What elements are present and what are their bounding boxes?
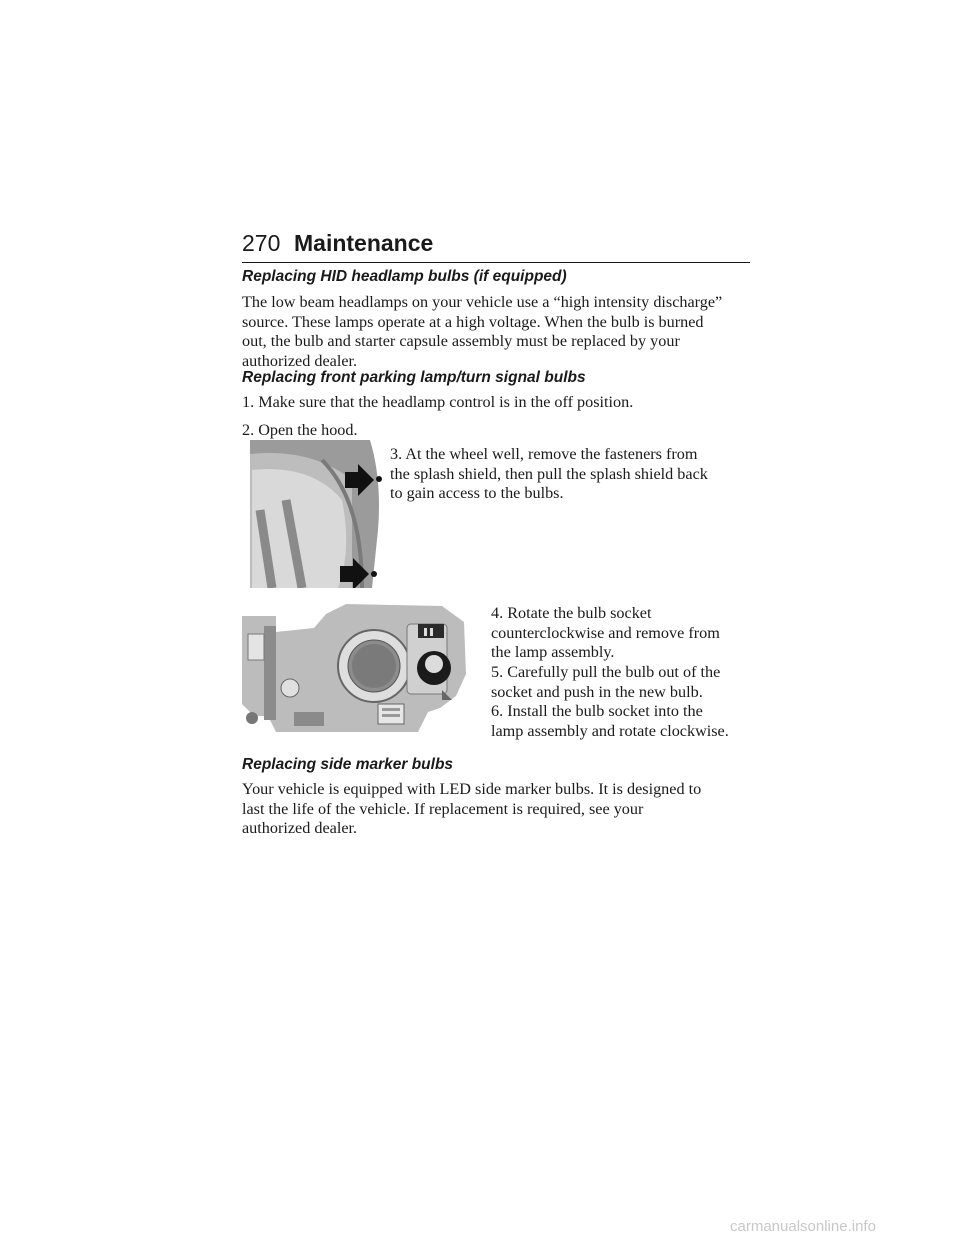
- text-line: socket and push in the new bulb.: [491, 682, 703, 701]
- text-line: last the life of the vehicle. If replacement is required, see your: [242, 799, 644, 818]
- paragraph-hid: [242, 293, 722, 371]
- text-line: the splash shield, then pull the splash shield back: [390, 464, 708, 483]
- text-line: lamp assembly and rotate clockwise.: [491, 721, 729, 740]
- heading-hid-headlamp: Replacing HID headlamp bulbs (if equipped): [242, 268, 567, 285]
- paragraph-side-marker: [242, 780, 701, 839]
- step-1: 1. Make sure that the headlamp control is in the off position.: [242, 393, 634, 411]
- step-4: [491, 604, 720, 663]
- step-6: [491, 702, 729, 741]
- text-line: The low beam headlamps on your vehicle use a “high intensity discharge”: [242, 293, 723, 311]
- text-line: authorized dealer.: [242, 351, 358, 370]
- watermark: carmanualsonline.info: [730, 1218, 876, 1235]
- text-line: source. These lamps operate at a high voltage. When the bulb is burned: [242, 312, 704, 331]
- text-line: 5. Carefully pull the bulb out of the: [491, 663, 721, 681]
- text-line: 3. At the wheel well, remove the fasteners from: [390, 445, 698, 463]
- heading-parking-lamp: Replacing front parking lamp/turn signal bulbs: [242, 369, 586, 386]
- text-line: authorized dealer.: [242, 819, 358, 837]
- page-number: 270: [242, 230, 281, 256]
- text-line: the lamp assembly.: [491, 643, 615, 661]
- text-line: out, the bulb and starter capsule assembly must be replaced by your: [242, 332, 680, 350]
- text-line: 4. Rotate the bulb socket: [491, 604, 652, 622]
- headlamp-assembly-figure: [242, 604, 468, 732]
- heading-side-marker: Replacing side marker bulbs: [242, 756, 454, 773]
- text-line: Your vehicle is equipped with LED side marker bulbs. It is designed to: [242, 780, 702, 798]
- text-line: to gain access to the bulbs.: [390, 484, 564, 502]
- step-5: [491, 663, 720, 702]
- text-line: counterclockwise and remove from: [491, 623, 720, 642]
- page-header: [242, 230, 750, 263]
- text-line: 6. Install the bulb socket into the: [491, 702, 703, 720]
- wheel-well-figure: [242, 440, 384, 588]
- step-3: [390, 445, 708, 504]
- step-2: 2. Open the hood.: [242, 421, 358, 439]
- section-title: Maintenance: [294, 230, 434, 256]
